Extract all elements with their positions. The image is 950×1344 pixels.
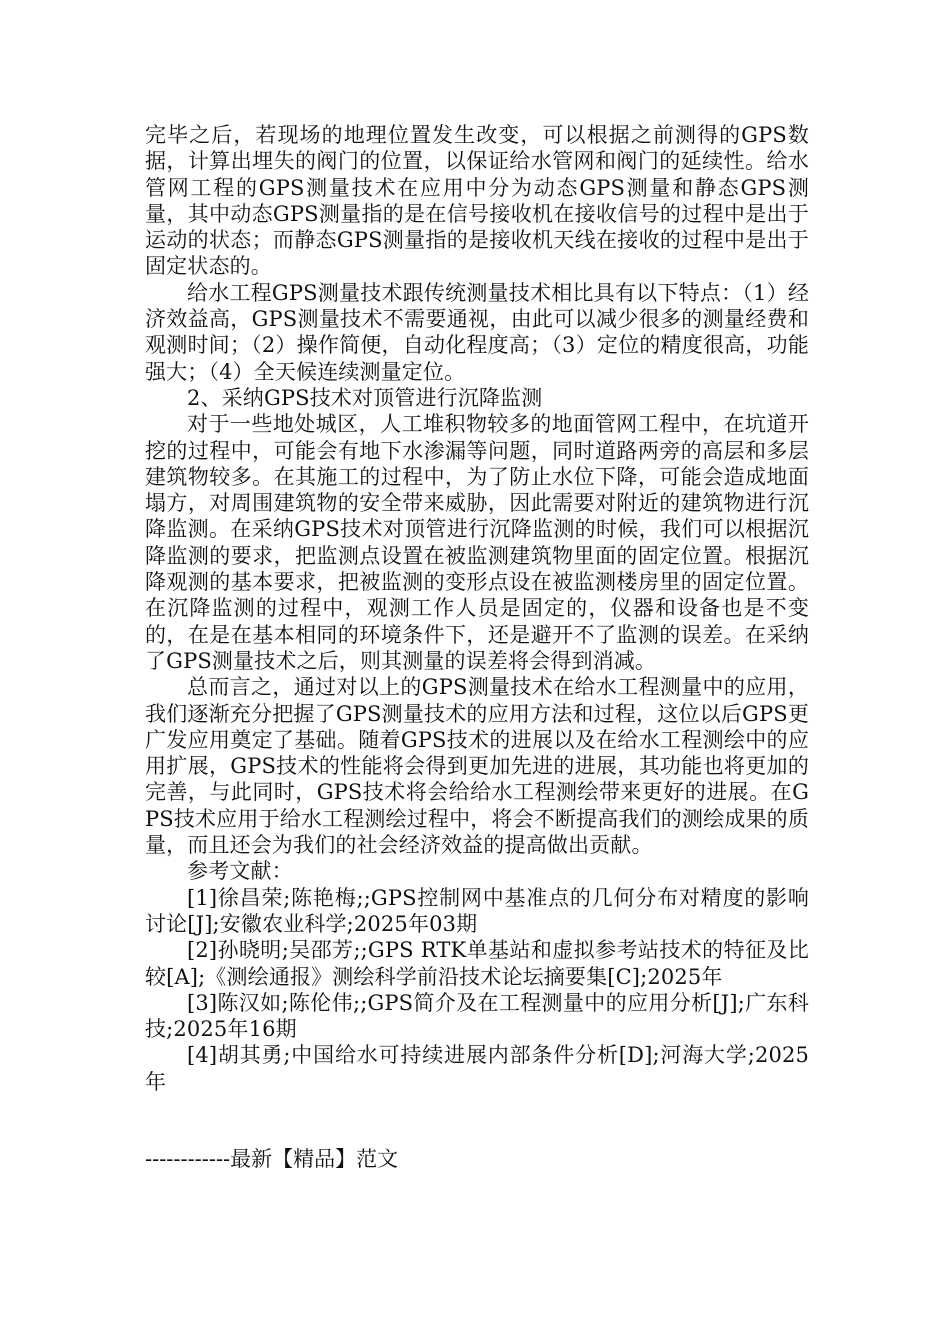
reference-list — [145, 885, 809, 1095]
paragraph-gps-data-continuity: 完毕之后，若现场的地理位置发生改变，可以根据之前测得的GPS数据，计算出埋失的阀门的位置，以保证给水管网和阀门的延续性。给水管网工程的GPS测量技术在应用中分为动态GPS测量和静态GPS测量，其中动态GPS测量指的是在信号接收机在接收信号的过程中是出于运动的状态；而静态GPS测量指的是接收机天线在接收的过程中是出于固定状态的。 — [145, 123, 809, 279]
reference-item: [2]孙晓明;吴邵芳;;GPS RTK单基站和虚拟参考站技术的特征及比较[A];《测绘通报》测绘科学前沿技术论坛摘要集[C];2025年 — [145, 938, 809, 989]
paragraph-settlement-monitoring: 对于一些地处城区，人工堆积物较多的地面管网工程中，在坑道开挖的过程中，可能会有地下水渗漏等问题，同时道路两旁的高层和多层建筑物较多。在其施工的过程中，为了防止水位下降，可能会造成地面塌方，对周围建筑物的安全带来威胁，因此需要对附近的建筑物进行沉降监测。在采纳GPS技术对顶管进行沉降监测的时候，我们可以根据沉降监测的要求，把监测点设置在被监测建筑物里面的固定位置。根据沉降观测的基本要求，把被监测的变形点设在被监测楼房里的固定位置。在沉降监测的过程中，观测工作人员是固定的，仪器和设备也是不变的，在是在基本相同的环境条件下，还是避开不了监测的误差。在采纳了GPS测量技术之后，则其测量的误差将会得到消减。 — [145, 412, 809, 673]
reference-item: [3]陈汉如;陈伦伟;;GPS简介及在工程测量中的应用分析[J];广东科技;2025年16期 — [145, 990, 809, 1042]
reference-item: [4]胡其勇;中国给水可持续进展内部条件分析[D];河海大学;2025年 — [145, 1043, 809, 1094]
document-footer: ------------最新【精品】范文 — [145, 1147, 399, 1171]
section-heading-settlement-monitoring: 2、采纳GPS技术对顶管进行沉降监测 — [187, 385, 543, 410]
paragraph-conclusion: 总而言之，通过对以上的GPS测量技术在给水工程测量中的应用，我们逐渐充分把握了GPS测量技术的应用方法和过程，这位以后GPS更广发应用奠定了基础。随着GPS技术的进展以及在给水工程测绘中的应用扩展，GPS技术的性能将会得到更加先进的进展，其功能也将更加的完善，与此同时，GPS技术将会给给水工程测绘带来更好的进展。在GPS技术应用于给水工程测绘过程中，将会不断提高我们的测绘成果的质量，而且还会为我们的社会经济效益的提高做出贡献。 — [145, 675, 809, 858]
references-heading: 参考文献： — [187, 859, 293, 884]
reference-item: [1]徐昌荣;陈艳梅;;GPS控制网中基准点的几何分布对精度的影响讨论[J];安徽农业科学;2025年03期 — [145, 885, 809, 936]
document-body — [145, 122, 809, 1095]
paragraph-gps-features: 给水工程GPS测量技术跟传统测量技术相比具有以下特点：（1）经济效益高，GPS测量技术不需要通视，由此可以减少很多的测量经费和观测时间；（2）操作简便，自动化程度高；（3）定位的精度很高，功能强大；（4）全天候连续测量定位。 — [145, 280, 809, 384]
